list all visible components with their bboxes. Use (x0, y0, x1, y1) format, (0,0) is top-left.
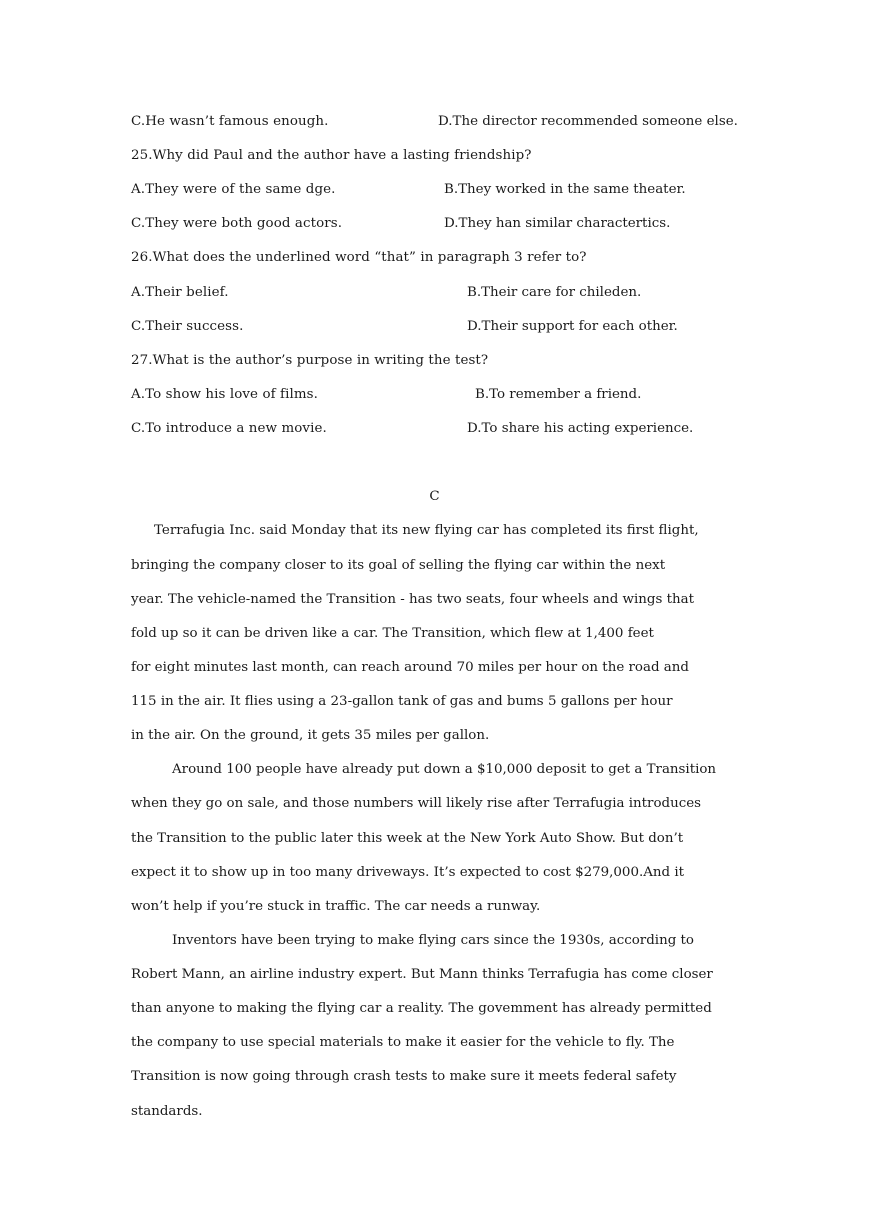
q27-option-a: A.To show his love of films. (131, 387, 318, 402)
passage-p1-line-7: in the air. On the ground, it gets 35 miles per gallon. (131, 728, 490, 743)
q24-option-c: C.He wasn’t famous enough. (131, 114, 329, 129)
q26-option-b: B.Their care for chileden. (467, 285, 642, 300)
q27-option-b: B.To remember a friend. (475, 387, 642, 402)
passage-p3-line-3: than anyone to making the flying car a reality. The govemment has already permitted (131, 1001, 712, 1016)
q27-question: 27.What is the author’s purpose in writing the test? (131, 353, 489, 368)
q25-option-d: D.They han similar charactertics. (444, 216, 671, 231)
q25-option-a: A.They were of the same dge. (131, 182, 336, 197)
passage-p2-line-1: Around 100 people have already put down a $10,000 deposit to get a Transition (172, 762, 717, 777)
q26-option-c: C.Their success. (131, 319, 244, 334)
passage-p1-line-1: Terrafugia Inc. said Monday that its new flying car has completed its first flight, (154, 523, 699, 538)
passage-p1-line-3: year. The vehicle-named the Transition - has two seats, four wheels and wings that (131, 592, 694, 607)
q24-option-d: D.The director recommended someone else. (438, 114, 738, 129)
passage-p3-line-6: standards. (131, 1104, 203, 1119)
section-heading: C (429, 489, 440, 504)
q27-option-d: D.To share his acting experience. (467, 421, 694, 436)
passage-p1-line-4: fold up so it can be driven like a car. The Transition, which flew at 1,400 feet (131, 626, 654, 641)
passage-p3-line-1: Inventors have been trying to make flying cars since the 1930s, according to (172, 933, 694, 948)
passage-p1-line-5: for eight minutes last month, can reach around 70 miles per hour on the road and (131, 660, 689, 675)
q25-option-b: B.They worked in the same theater. (444, 182, 686, 197)
passage-p1-line-2: bringing the company closer to its goal of selling the flying car within the next (131, 558, 666, 573)
passage-p1-line-6: 115 in the air. It flies using a 23-gallon tank of gas and bums 5 gallons per hour (131, 694, 673, 709)
q25-option-c: C.They were both good actors. (131, 216, 343, 231)
q27-option-c: C.To introduce a new movie. (131, 421, 327, 436)
q25-question: 25.Why did Paul and the author have a lasting friendship? (131, 148, 532, 163)
passage-p3-line-2: Robert Mann, an airline industry expert. But Mann thinks Terrafugia has come closer (131, 967, 713, 982)
passage-p2-line-3: the Transition to the public later this week at the New York Auto Show. But don’t (131, 831, 684, 846)
passage-p2-line-2: when they go on sale, and those numbers will likely rise after Terrafugia introduces (131, 796, 702, 811)
q26-question: 26.What does the underlined word “that” in paragraph 3 refer to? (131, 250, 587, 265)
q26-option-a: A.Their belief. (131, 285, 229, 300)
passage-p3-line-5: Transition is now going through crash tests to make sure it meets federal safety (131, 1069, 677, 1084)
q26-option-d: D.Their support for each other. (467, 319, 678, 334)
passage-p3-line-4: the company to use special materials to make it easier for the vehicle to fly. The (131, 1035, 675, 1050)
passage-p2-line-5: won’t help if you’re stuck in traffic. The car needs a runway. (131, 899, 541, 914)
passage-p2-line-4: expect it to show up in too many driveways. It’s expected to cost $279,000.And it (131, 865, 685, 880)
